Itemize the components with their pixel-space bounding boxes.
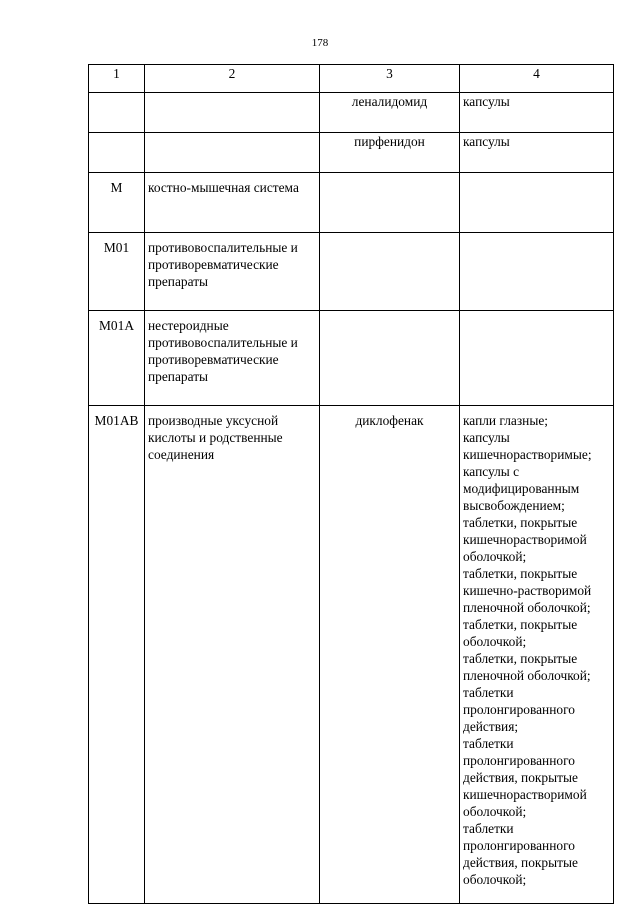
dosage-form-cell	[460, 173, 614, 233]
dosage-form-line: пролонгированного	[463, 753, 575, 768]
dosage-form-line: пленочной оболочкой;	[463, 668, 591, 683]
table-header-row	[89, 65, 614, 93]
dosage-form-line: пролонгированного	[463, 838, 575, 853]
dosage-form-cell	[460, 406, 614, 904]
table-row	[89, 311, 614, 406]
dosage-form-line: действия, покрытые	[463, 855, 578, 870]
atc-code-cell	[89, 93, 145, 133]
page-number: 178	[311, 37, 329, 49]
dosage-form-line: оболочкой;	[463, 549, 527, 564]
atc-name-cell: костно-мышечная система	[145, 173, 320, 233]
drug-name-cell	[320, 173, 460, 233]
dosage-form-line: таблетки, покрытые	[463, 617, 578, 632]
header-col-2: 2	[145, 65, 320, 93]
dosage-form-line: таблетки	[463, 736, 514, 751]
atc-code-cell: M01A	[89, 311, 145, 406]
dosage-form-line: кишечнорастворимой	[463, 787, 587, 802]
dosage-form-line: таблетки, покрытые	[463, 515, 578, 530]
dosage-form-line: высвобождением;	[463, 498, 565, 513]
drug-name-cell: леналидомид	[320, 93, 460, 133]
table-row	[89, 133, 614, 173]
dosage-form-line: таблетки, покрытые	[463, 651, 578, 666]
dosage-form-line: капли глазные;	[463, 413, 548, 428]
header-col-1: 1	[89, 65, 145, 93]
dosage-form-line: капсулы	[463, 430, 510, 445]
drug-table	[88, 64, 614, 904]
dosage-form-line: кишечнорастворимой	[463, 532, 587, 547]
dosage-form-line: таблетки, покрытые	[463, 566, 578, 581]
atc-name-cell: нестероидные противовоспалительные и противоревматические препараты	[145, 311, 320, 406]
drug-name-cell: пирфенидон	[320, 133, 460, 173]
dosage-form-line: таблетки	[463, 821, 514, 836]
atc-name-cell	[145, 133, 320, 173]
atc-name-cell: противовоспалительные и противоревматические препараты	[145, 233, 320, 311]
drug-name-cell: диклофенак	[320, 406, 460, 904]
dosage-form-line: модифицированным	[463, 481, 580, 496]
header-col-3: 3	[320, 65, 460, 93]
dosage-form-line: пролонгированного	[463, 702, 575, 717]
table-row	[89, 93, 614, 133]
dosage-form-line: оболочкой;	[463, 804, 527, 819]
dosage-form-line: действия;	[463, 719, 519, 734]
atc-name-cell: производные уксусной кислоты и родственные соединения	[145, 406, 320, 904]
atc-code-cell: M01AB	[89, 406, 145, 904]
drug-name-cell	[320, 311, 460, 406]
table-row	[89, 233, 614, 311]
atc-name-cell	[145, 93, 320, 133]
dosage-form-line: кишечнорастворимые;	[463, 447, 592, 462]
dosage-form-line: действия, покрытые	[463, 770, 578, 785]
dosage-form-cell: капсулы	[460, 133, 614, 173]
drug-name-cell	[320, 233, 460, 311]
dosage-form-cell	[460, 233, 614, 311]
dosage-form-cell	[460, 311, 614, 406]
dosage-form-line: оболочкой;	[463, 872, 527, 887]
dosage-form-line: таблетки	[463, 685, 514, 700]
dosage-form-line: пленочной оболочкой;	[463, 600, 591, 615]
header-col-4: 4	[460, 65, 614, 93]
atc-code-cell: M	[89, 173, 145, 233]
table-row	[89, 406, 614, 904]
atc-code-cell: M01	[89, 233, 145, 311]
dosage-form-line: оболочкой;	[463, 634, 527, 649]
dosage-form-cell: капсулы	[460, 93, 614, 133]
dosage-form-line: кишечно-растворимой	[463, 583, 592, 598]
dosage-form-line: капсулы с	[463, 464, 520, 479]
atc-code-cell	[89, 133, 145, 173]
table-row	[89, 173, 614, 233]
